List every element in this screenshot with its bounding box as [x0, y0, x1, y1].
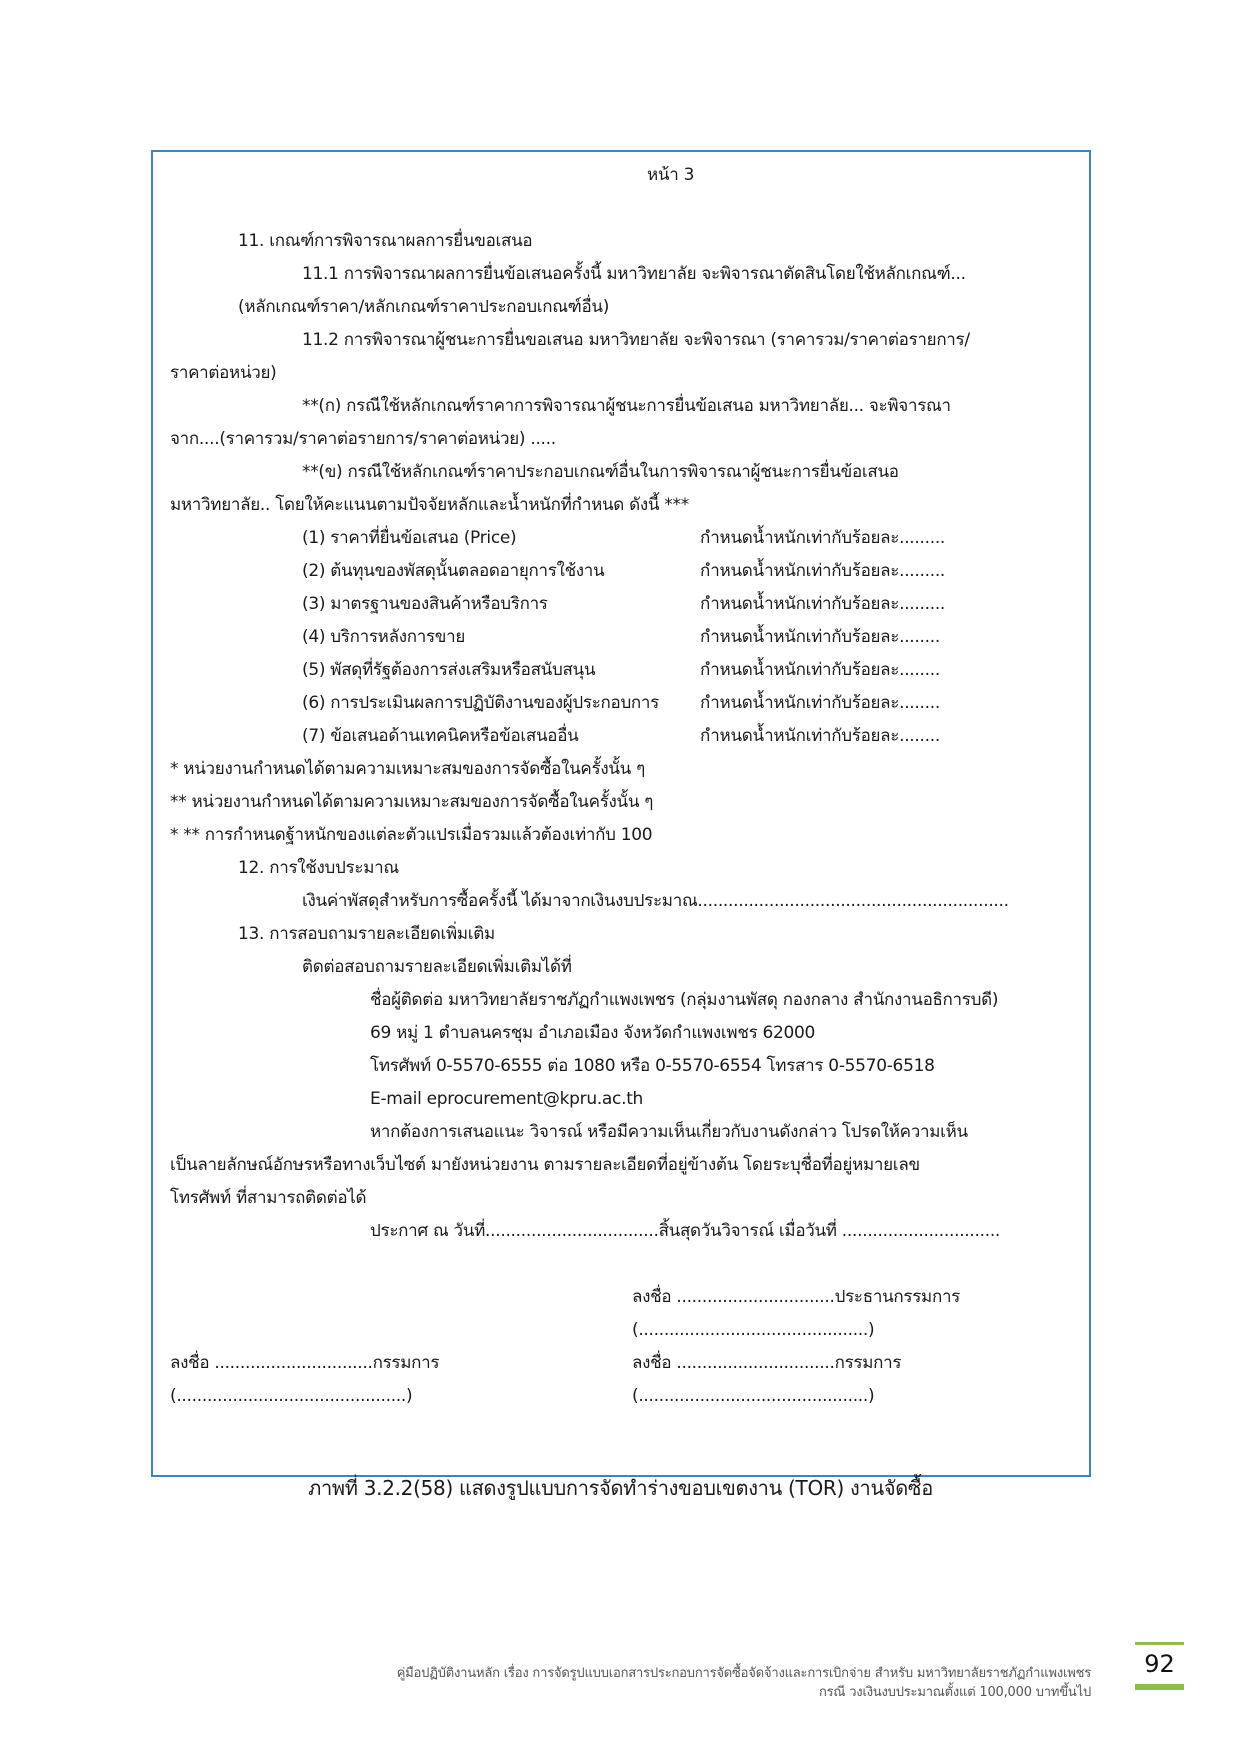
criterion-label: (1) ราคาที่ยื่นข้อเสนอ (Price) — [302, 528, 517, 548]
clause-a-line1: **(ก) กรณีใช้หลักเกณฑ์ราคาการพิจารณาผู้ชนะการยื่นข้อเสนอ มหาวิทยาลัย... จะพิจารณา — [302, 396, 951, 416]
footnote-3: * ** การกำหนดฐ้าหนักของแต่ละตัวแปรเมื่อรวมแล้วต้องเท่ากับ 100 — [170, 825, 653, 845]
page-number-top-bar — [1135, 1642, 1184, 1645]
section13-intro: ติดต่อสอบถามรายละเอียดเพิ่มเติมได้ที่ — [302, 957, 572, 977]
section11-2-line1: 11.2 การพิจารณาผู้ชนะการยื่นขอเสนอ มหาวิทยาลัย จะพิจารณา (ราคารวม/ราคาต่อรายการ/ — [302, 330, 970, 350]
announcement-date: ประกาศ ณ วันที่..................................สิ้นสุดวันวิจารณ์ เมื่อวันที่ ............................... — [370, 1221, 1001, 1241]
criterion-weight: กำหนดน้ำหนักเท่ากับร้อยละ......... — [700, 528, 946, 548]
contact-address: 69 หมู่ 1 ตำบลนครชุม อำเภอเมือง จังหวัดกำแพงเพชร 62000 — [370, 1023, 816, 1043]
criterion-label: (2) ต้นทุนของพัสดุนั้นตลอดอายุการใช้งาน — [302, 561, 605, 581]
section11-1-line1: 11.1 การพิจารณาผลการยื่นข้อเสนอครั้งนี้ มหาวิทยาลัย จะพิจารณาตัดสินโดยใช้หลักเกณฑ์... — [302, 264, 966, 284]
criterion-label: (4) บริการหลังการขาย — [302, 627, 465, 647]
page-label: หน้า 3 — [647, 165, 695, 185]
clause-a-line2: จาก....(ราคารวม/ราคาต่อรายการ/ราคาต่อหน่วย) ..... — [170, 429, 556, 449]
criterion-weight: กำหนดน้ำหนักเท่ากับร้อยละ........ — [700, 660, 940, 680]
contact-email: E-mail eprocurement@kpru.ac.th — [370, 1089, 644, 1109]
comment-line2: เป็นลายลักษณ์อักษรหรือทางเว็บไซต์ มายังหน่วยงาน ตามรายละเอียดที่อยู่ข้างต้น โดยระบุชื่อที่อยู่หมายเลข — [170, 1155, 920, 1175]
member2-signature: ลงชื่อ ...............................กรรมการ — [632, 1353, 902, 1373]
footer-line2: กรณี วงเงินงบประมาณตั้งแต่ 100,000 บาทขึ้นไป — [818, 1685, 1091, 1700]
section11-heading: 11. เกณฑ์การพิจารณาผลการยื่นขอเสนอ — [238, 231, 533, 251]
page-number: 92 — [1144, 1650, 1175, 1678]
criterion-weight: กำหนดน้ำหนักเท่ากับร้อยละ........ — [700, 627, 940, 647]
section12-heading: 12. การใช้งบประมาณ — [238, 858, 399, 878]
member1-name: (.............................................) — [170, 1386, 413, 1406]
member2-name: (.............................................) — [632, 1386, 875, 1406]
contact-name: ชื่อผู้ติดต่อ มหาวิทยาลัยราชภัฏกำแพงเพชร (กลุ่มงานพัสดุ กองกลาง สำนักงานอธิการบดี) — [370, 990, 999, 1010]
figure-caption: ภาพที่ 3.2.2(58) แสดงรูปแบบการจัดทำร่างขอบเขตงาน (TOR) งานจัดซื้อ — [308, 1476, 933, 1500]
footer-line1: คู่มือปฏิบัติงานหลัก เรื่อง การจัดรูปแบบเอกสารประกอบการจัดซื้อจัดจ้างและการเบิกจ่าย สำหรับ มหาวิทยาลัยราชภัฏกำแพงเพชร — [396, 1666, 1091, 1681]
clause-b-line1: **(ข) กรณีใช้หลักเกณฑ์ราคาประกอบเกณฑ์อื่นในการพิจารณาผู้ชนะการยื่นข้อเสนอ — [302, 462, 899, 482]
chair-signature: ลงชื่อ ...............................ประธานกรรมการ — [632, 1287, 961, 1307]
section11-2-line2: ราคาต่อหน่วย) — [170, 363, 277, 383]
contact-phone: โทรศัพท์ 0-5570-6555 ต่อ 1080 หรือ 0-5570-6554 โทรสาร 0-5570-6518 — [370, 1056, 935, 1076]
page-number-bottom-bar — [1135, 1684, 1184, 1690]
section12-body: เงินค่าพัสดุสำหรับการซื้อครั้งนี้ ได้มาจากเงินงบประมาณ............................................................. — [302, 891, 1009, 911]
criterion-weight: กำหนดน้ำหนักเท่ากับร้อยละ......... — [700, 594, 946, 614]
criterion-weight: กำหนดน้ำหนักเท่ากับร้อยละ........ — [700, 726, 940, 746]
footnote-2: ** หน่วยงานกำหนดได้ตามความเหมาะสมของการจัดซื้อในครั้งนั้น ๆ — [170, 792, 654, 812]
comment-line3: โทรศัพท์ ที่สามารถติดต่อได้ — [170, 1188, 367, 1208]
criterion-weight: กำหนดน้ำหนักเท่ากับร้อยละ........ — [700, 693, 940, 713]
comment-line1: หากต้องการเสนอแนะ วิจารณ์ หรือมีความเห็นเกี่ยวกับงานดังกล่าว โปรดให้ความเห็น — [370, 1122, 968, 1142]
section13-heading: 13. การสอบถามรายละเอียดเพิ่มเติม — [238, 924, 495, 944]
footnote-1: * หน่วยงานกำหนดได้ตามความเหมาะสมของการจัดซื้อในครั้งนั้น ๆ — [170, 759, 645, 779]
member1-signature: ลงชื่อ ...............................กรรมการ — [170, 1353, 440, 1373]
criterion-label: (7) ข้อเสนอด้านเทคนิคหรือข้อเสนออื่น — [302, 726, 579, 746]
criterion-label: (5) พัสดุที่รัฐต้องการส่งเสริมหรือสนับสนุน — [302, 660, 596, 680]
criterion-weight: กำหนดน้ำหนักเท่ากับร้อยละ......... — [700, 561, 946, 581]
clause-b-line2: มหาวิทยาลัย.. โดยให้คะแนนตามปัจจัยหลักและน้ำหนักที่กำหนด ดังนี้ *** — [170, 495, 689, 515]
section11-1-line2: (หลักเกณฑ์ราคา/หลักเกณฑ์ราคาประกอบเกณฑ์อื่น) — [238, 297, 610, 317]
criterion-label: (3) มาตรฐานของสินค้าหรือบริการ — [302, 594, 548, 614]
criterion-label: (6) การประเมินผลการปฏิบัติงานของผู้ประกอบการ — [302, 693, 660, 713]
chair-name: (.............................................) — [632, 1320, 875, 1340]
